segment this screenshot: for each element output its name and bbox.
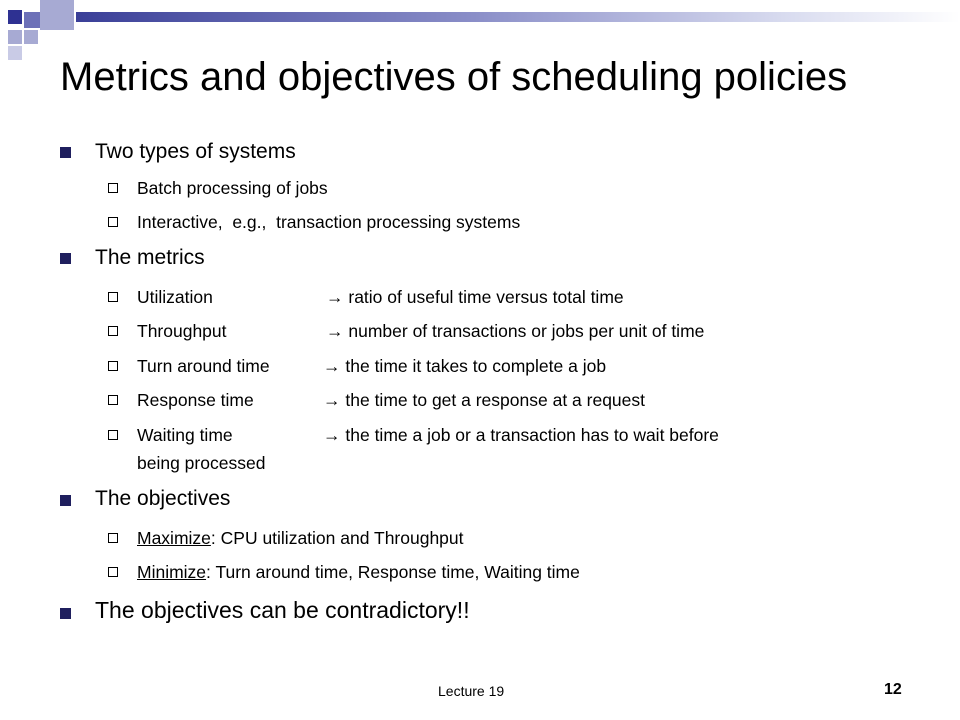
metric-desc-text: number of transactions or jobs per unit of time [348,321,705,341]
metric-response-desc [323,389,645,411]
sub-bullet-box-icon [108,326,118,336]
sub-bullet-box-icon [108,361,118,371]
slide-title: Metrics and objectives of scheduling policies [60,55,848,99]
sub-bullet-box-icon [108,533,118,543]
right-arrow-icon: → [323,425,341,445]
bullet-square-icon [60,608,71,619]
metric-waiting-desc-cont: being processed [137,453,266,473]
right-arrow-icon: → [323,356,341,376]
footer-lecture-label: Lecture 19 [438,683,505,699]
metric-waiting-desc [323,424,719,446]
sub-bullet-box-icon [108,430,118,440]
objective-maximize-rest: : CPU utilization and Throughput [210,528,464,548]
page-number: 12 [884,681,902,698]
sub-bullet-box-icon [108,395,118,405]
metric-utilization-desc [326,286,624,308]
metric-throughput-desc [326,320,704,342]
bullet-metrics: The metrics [95,246,205,269]
metric-desc-text: the time it takes to complete a job [345,356,607,376]
metric-turnaround-desc [323,355,606,377]
right-arrow-icon: → [323,390,341,410]
bullet-square-icon [60,147,71,158]
metric-utilization-term: Utilization [137,287,213,307]
objective-minimize-rest: : Turn around time, Response time, Waiting time [206,562,580,582]
metric-desc-text: the time a job or a transaction has to wait before [345,425,719,445]
systems-item-interactive: Interactive, e.g., transaction processing systems [137,212,521,232]
metric-turnaround-term: Turn around time [137,356,270,376]
objective-maximize [137,527,464,549]
metric-desc-text: ratio of useful time versus total time [348,287,624,307]
metric-throughput-term: Throughput [137,321,227,341]
bullet-square-icon [60,253,71,264]
objective-minimize-term: Minimize [137,562,207,582]
bullet-conclusion: The objectives can be contradictory!! [95,597,470,623]
sub-bullet-box-icon [108,292,118,302]
metric-response-term: Response time [137,390,254,410]
metric-desc-text: the time to get a response at a request [345,390,646,410]
right-arrow-icon: → [326,321,344,341]
sub-bullet-box-icon [108,183,118,193]
bullet-objectives: The objectives [95,487,231,510]
right-arrow-icon: → [326,287,344,307]
sub-bullet-box-icon [108,567,118,577]
objective-minimize [137,561,580,583]
sub-bullet-box-icon [108,217,118,227]
systems-item-batch: Batch processing of jobs [137,178,328,198]
bullet-systems: Two types of systems [95,140,296,163]
metric-waiting-term: Waiting time [137,425,233,445]
bullet-square-icon [60,495,71,506]
objective-maximize-term: Maximize [137,528,211,548]
